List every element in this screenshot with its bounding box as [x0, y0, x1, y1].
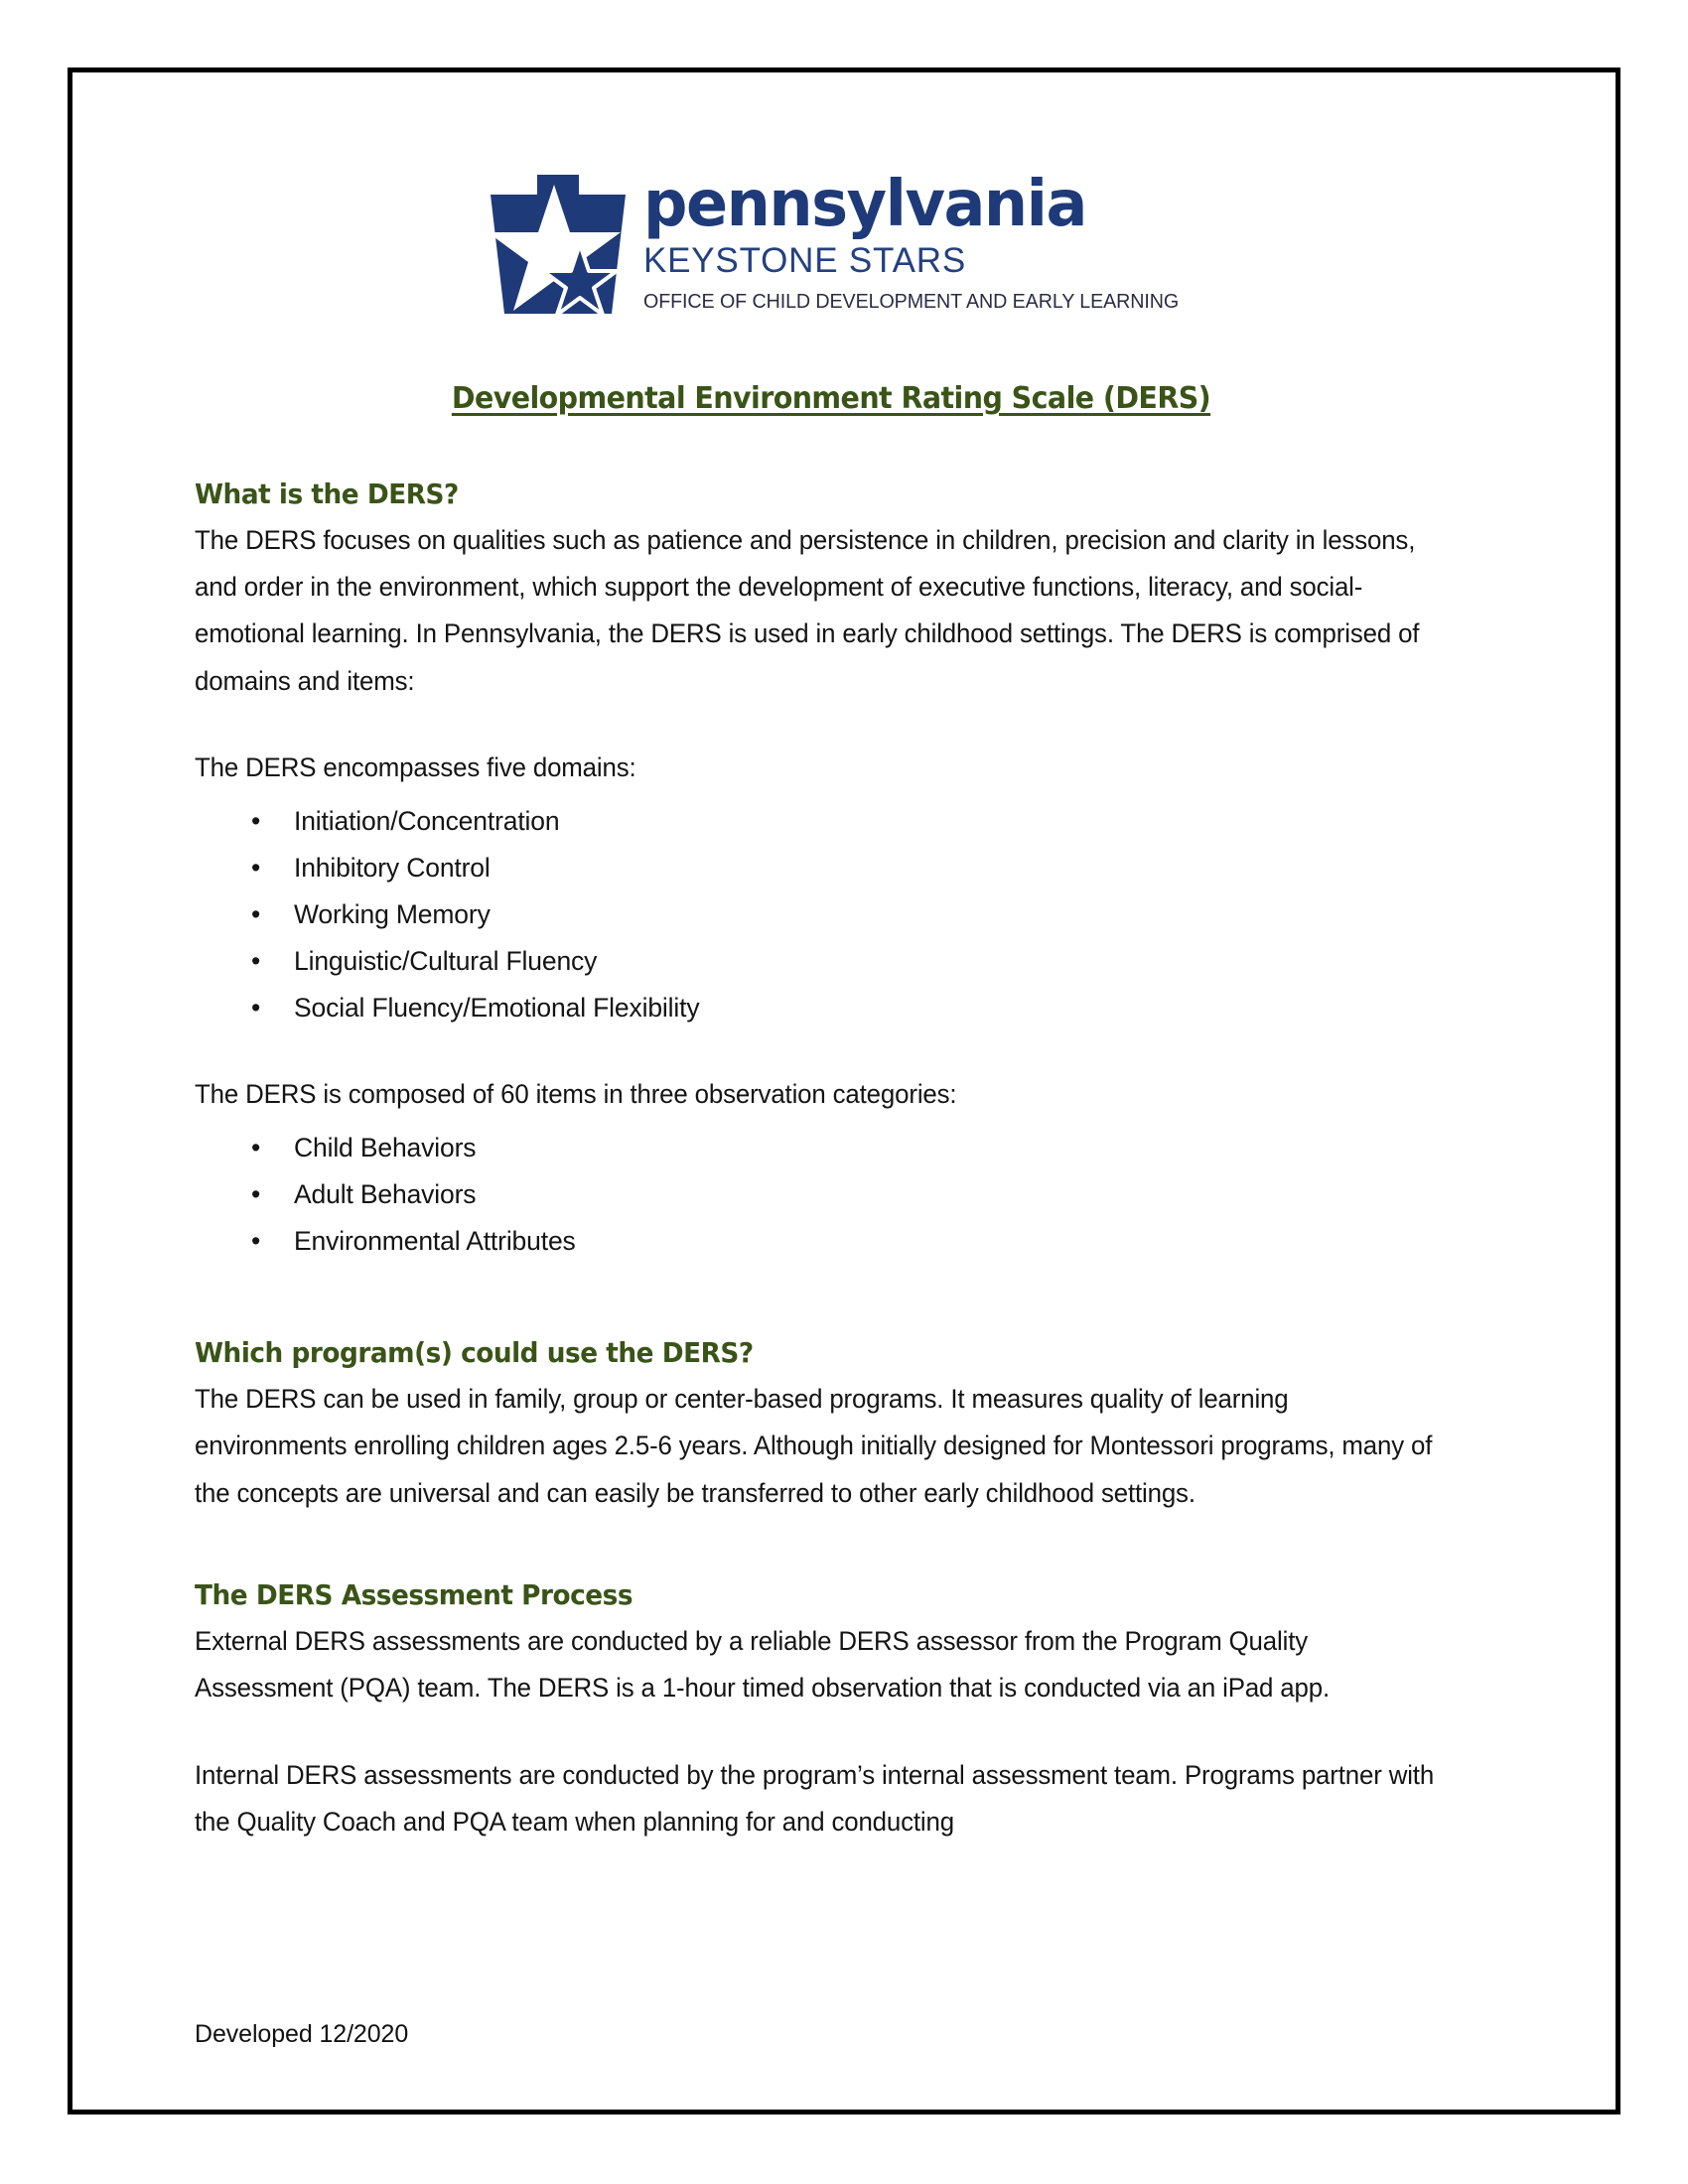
- spacer: [195, 705, 1468, 745]
- spacer: [195, 1265, 1468, 1336]
- domains-list: [195, 798, 1468, 1032]
- list-item: [195, 1218, 1468, 1265]
- section-heading-what-is-the-ders: What is the DERS?: [195, 478, 459, 510]
- footer-developed-date: Developed 12/2020: [195, 2020, 409, 2048]
- list-item-label: Social Fluency/Emotional Flexibility: [294, 993, 700, 1024]
- pennsylvania-keystone-star-logo-icon: [485, 171, 632, 318]
- list-item: [195, 1171, 1468, 1218]
- list-item: [195, 938, 1468, 985]
- bullet-icon: •: [251, 852, 261, 883]
- organization-logo: [485, 168, 1468, 330]
- list-item: [195, 798, 1468, 845]
- list-item-label: Adult Behaviors: [294, 1179, 477, 1210]
- logo-wordmark-pennsylvania: pennsylvania: [643, 168, 1086, 241]
- list-item: [195, 845, 1468, 891]
- bullet-icon: •: [251, 1132, 261, 1162]
- section-heading-which-programs: Which program(s) could use the DERS?: [195, 1336, 754, 1370]
- list-item: [195, 1125, 1468, 1171]
- logo-wordmark-group: [643, 168, 1259, 315]
- list-item: [195, 891, 1468, 938]
- spacer: [195, 416, 1468, 478]
- list-intro-domains: The DERS encompasses five domains:: [195, 752, 636, 783]
- list-item-label: Environmental Attributes: [294, 1226, 576, 1257]
- list-item: [195, 985, 1468, 1031]
- section-paragraph-which-programs: The DERS can be used in family, group or center-based programs. It measures quality of learning environments enrolling children ages 2.5-6 years. Although initially designed for Montessori programs, many of the concepts are universal and can easily be transferred to other early childhood settings.: [195, 1383, 1433, 1508]
- section-heading-assessment-process: The DERS Assessment Process: [195, 1578, 633, 1612]
- bullet-icon: •: [251, 1179, 261, 1210]
- bullet-icon: •: [251, 993, 261, 1024]
- section-paragraph-what-is-the-ders: The DERS focuses on qualities such as patience and persistence in children, precision and clarity in lessons, and order in the environment, which support the development of executive functions, literacy, and social-emotional learning. In Pennsylvania, the DERS is used in early childhood settings. The DERS is comprised of domains and items:: [195, 524, 1420, 696]
- spacer: [195, 1712, 1468, 1752]
- list-item-label: Working Memory: [294, 899, 491, 930]
- bullet-icon: •: [251, 899, 261, 930]
- list-item-label: Linguistic/Cultural Fluency: [294, 946, 598, 977]
- logo-program-keystone-stars: KEYSTONE STARS: [643, 241, 966, 280]
- bullet-icon: •: [251, 946, 261, 977]
- logo-office-line: OFFICE OF CHILD DEVELOPMENT AND EARLY LEARNING: [643, 290, 1180, 313]
- list-item-label: Inhibitory Control: [294, 852, 491, 883]
- section-paragraph-external-assessments: External DERS assessments are conducted by a reliable DERS assessor from the Program Quality Assessment (PQA) team. The DERS is a 1-hour timed observation that is conducted via an iPad app.: [195, 1625, 1331, 1704]
- section-paragraph-internal-assessments: Internal DERS assessments are conducted by the program’s internal assessment team. Programs partner with the Quality Coach and PQA team when planning for and conducting: [195, 1759, 1435, 1838]
- spacer: [195, 1031, 1468, 1071]
- list-item-label: Child Behaviors: [294, 1132, 477, 1162]
- list-item-label: Initiation/Concentration: [294, 805, 560, 836]
- bullet-icon: •: [251, 805, 261, 836]
- observation-categories-list: [195, 1125, 1468, 1265]
- list-intro-observation-categories: The DERS is composed of 60 items in three observation categories:: [195, 1079, 957, 1110]
- bullet-icon: •: [251, 1226, 261, 1257]
- page-title: Developmental Environment Rating Scale (DERS): [451, 381, 1211, 416]
- document-content: [195, 149, 1468, 1846]
- spacer: [195, 1517, 1468, 1578]
